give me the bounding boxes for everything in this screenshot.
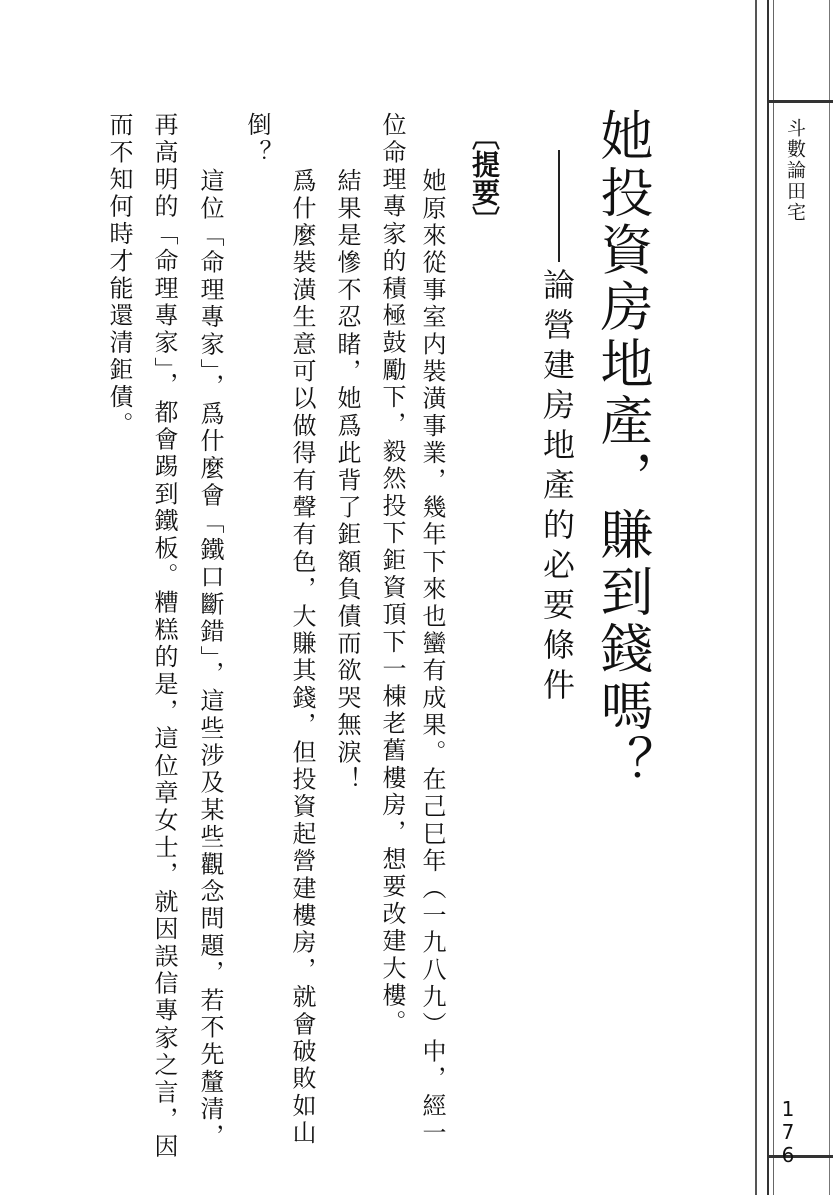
margin-rule-line	[829, 0, 830, 1195]
margin-rule-line	[773, 0, 774, 1195]
page-number-value: 1 7 6	[781, 1097, 795, 1167]
subtitle-dash	[558, 150, 560, 262]
running-header: 斗數論田宅	[784, 118, 806, 223]
chapter-subtitle: 論營建房地產的必要條件	[538, 268, 576, 708]
body-text-line: 再高明的「命理專家」，都會踢到鐵板。糟糕的是，這位章女士，就因誤信專家之言，因	[150, 112, 178, 1161]
body-text-line: 位命理專家的積極鼓勵下，毅然投下鉅資頂下一棟老舊樓房，想要改建大樓。	[378, 112, 406, 1037]
page-number	[780, 1075, 796, 1167]
header-rule-line	[767, 100, 833, 103]
body-text-line: 這位「命理專家」，爲什麼會「鐵口斷錯」，這些涉及某些觀念問題，若不先釐清，	[196, 168, 224, 1151]
body-text-line: 爲什麼裝潢生意可以做得有聲有色，大賺其錢，但投資起營建樓房，就會破敗如山	[288, 168, 316, 1148]
body-text-line: 她原來從事室内裝潢事業，幾年下來也蠻有成果。在己巳年（一九八九）中，經一	[418, 168, 446, 1148]
section-label-summary: 〔提要〕	[468, 122, 501, 234]
body-text-line: 倒？	[243, 112, 271, 167]
margin-rule-line	[767, 0, 769, 1195]
margin-rule-line	[755, 0, 757, 1195]
footer-rule-line	[767, 1155, 833, 1158]
body-text-line: 而不知何時才能還清鉅債。	[105, 112, 133, 439]
body-text-line: 結果是慘不忍睹，她爲此背了鉅額負債而欲哭無淚！	[333, 168, 361, 794]
chapter-title: 她投資房地產，賺到錢嗎？	[592, 108, 653, 792]
